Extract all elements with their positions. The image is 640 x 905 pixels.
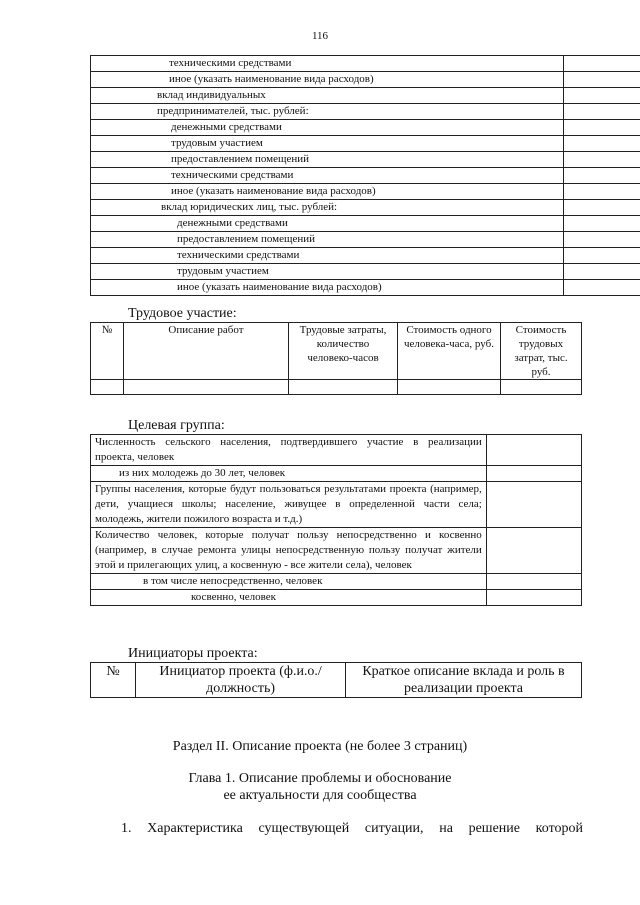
- contribution-row: [91, 232, 640, 248]
- value-cell[interactable]: [564, 200, 640, 216]
- row-label: Количество человек, которые получат пользу непосредственно и косвенно (например, в случае ремонта улицы непосредственную пользу получат жители этой и прилегающих улиц, а косвенную - все жители села), человек: [91, 528, 487, 574]
- contribution-row: [91, 184, 640, 200]
- chapter-title-line-1: Глава 1. Описание проблемы и обоснование: [188, 771, 452, 786]
- row-label: денежными средствами: [91, 216, 564, 232]
- value-cell[interactable]: [564, 120, 640, 136]
- value-cell[interactable]: [564, 104, 640, 120]
- contribution-row: [91, 56, 640, 72]
- value-cell[interactable]: [564, 232, 640, 248]
- table-cell[interactable]: [124, 380, 289, 395]
- labor-participation-caption: Трудовое участие:: [128, 306, 237, 321]
- column-header-number: №: [91, 663, 136, 698]
- value-cell[interactable]: [564, 264, 640, 280]
- initiators-table: [90, 662, 582, 698]
- table-cell[interactable]: [501, 380, 582, 395]
- contribution-row: [91, 264, 640, 280]
- row-label: из них молодежь до 30 лет, человек: [91, 466, 487, 482]
- section-title: Раздел II. Описание проекта (не более 3 страниц): [172, 739, 468, 754]
- contribution-row: [91, 168, 640, 184]
- row-label: иное (указать наименование вида расходов): [91, 184, 564, 200]
- value-cell[interactable]: [486, 590, 581, 606]
- table-row-empty: [91, 380, 582, 395]
- value-cell[interactable]: [486, 528, 581, 574]
- value-cell[interactable]: [564, 168, 640, 184]
- row-label: предпринимателей, тыс. рублей:: [91, 104, 564, 120]
- value-cell[interactable]: [564, 216, 640, 232]
- row-label: трудовым участием: [91, 264, 564, 280]
- value-cell[interactable]: [564, 184, 640, 200]
- column-header-total-cost: Стоимость трудовых затрат, тыс. руб.: [501, 323, 582, 380]
- contributions-table: [90, 55, 640, 296]
- contribution-row: [91, 120, 640, 136]
- value-cell[interactable]: [486, 482, 581, 528]
- target-group-row: [91, 466, 582, 482]
- contributions-table-body: [91, 56, 640, 296]
- value-cell[interactable]: [486, 466, 581, 482]
- value-cell[interactable]: [486, 574, 581, 590]
- target-group-row: [91, 574, 582, 590]
- value-cell[interactable]: [564, 72, 640, 88]
- target-group-row: [91, 435, 582, 466]
- value-cell[interactable]: [564, 136, 640, 152]
- row-label: иное (указать наименование вида расходов): [91, 280, 564, 296]
- row-label: предоставлением помещений: [91, 232, 564, 248]
- value-cell[interactable]: [564, 152, 640, 168]
- table-cell[interactable]: [289, 380, 398, 395]
- row-label: трудовым участием: [91, 136, 564, 152]
- row-label: денежными средствами: [91, 120, 564, 136]
- row-label: предоставлением помещений: [91, 152, 564, 168]
- table-header-row: [91, 323, 582, 380]
- contribution-row: [91, 152, 640, 168]
- row-label: Группы населения, которые будут пользоваться результатами проекта (например, дети, учащиеся школы; население, живущее в определенной части села; молодежь, жители пожилого возраста и т.д.): [91, 482, 487, 528]
- value-cell[interactable]: [564, 56, 640, 72]
- chapter-title-line-2: ее актуальности для сообщества: [223, 788, 417, 803]
- contribution-row: [91, 88, 640, 104]
- column-header-number: №: [91, 323, 124, 380]
- value-cell[interactable]: [564, 88, 640, 104]
- initiators-caption: Инициаторы проекта:: [128, 646, 258, 661]
- table-header-row: [91, 663, 582, 698]
- contribution-row: [91, 280, 640, 296]
- target-group-table: [90, 434, 582, 606]
- row-label: техническими средствами: [91, 56, 564, 72]
- contribution-row: [91, 248, 640, 264]
- target-group-row: [91, 482, 582, 528]
- column-header-initiator: Инициатор проекта (ф.и.о./должность): [136, 663, 346, 698]
- column-header-role: Краткое описание вклада и роль в реализации проекта: [346, 663, 582, 698]
- target-group-row: [91, 590, 582, 606]
- value-cell[interactable]: [486, 435, 581, 466]
- value-cell[interactable]: [564, 280, 640, 296]
- table-cell[interactable]: [91, 380, 124, 395]
- contribution-row: [91, 200, 640, 216]
- contribution-row: [91, 72, 640, 88]
- target-group-caption: Целевая группа:: [128, 418, 225, 433]
- labor-participation-table: [90, 322, 582, 395]
- target-group-row: [91, 528, 582, 574]
- row-label: косвенно, человек: [91, 590, 487, 606]
- page-number: 116: [311, 30, 329, 42]
- contribution-row: [91, 104, 640, 120]
- row-label: техническими средствами: [91, 248, 564, 264]
- row-label: техническими средствами: [91, 168, 564, 184]
- value-cell[interactable]: [564, 248, 640, 264]
- table-cell[interactable]: [398, 380, 501, 395]
- row-label: в том числе непосредственно, человек: [91, 574, 487, 590]
- column-header-work-description: Описание работ: [124, 323, 289, 380]
- target-group-table-body: [91, 435, 582, 606]
- row-label: Численность сельского населения, подтвердившего участие в реализации проекта, человек: [91, 435, 487, 466]
- column-header-hour-cost: Стоимость одного человека-часа, руб.: [398, 323, 501, 380]
- contribution-row: [91, 216, 640, 232]
- row-label: иное (указать наименование вида расходов): [91, 72, 564, 88]
- column-header-labor-costs: Трудовые затраты, количество человеко-часов: [289, 323, 398, 380]
- row-label: вклад индивидуальных: [91, 88, 564, 104]
- contribution-row: [91, 136, 640, 152]
- row-label: вклад юридических лиц, тыс. рублей:: [91, 200, 564, 216]
- paragraph-start: 1. Характеристика существующей ситуации, на решение которой: [121, 821, 583, 836]
